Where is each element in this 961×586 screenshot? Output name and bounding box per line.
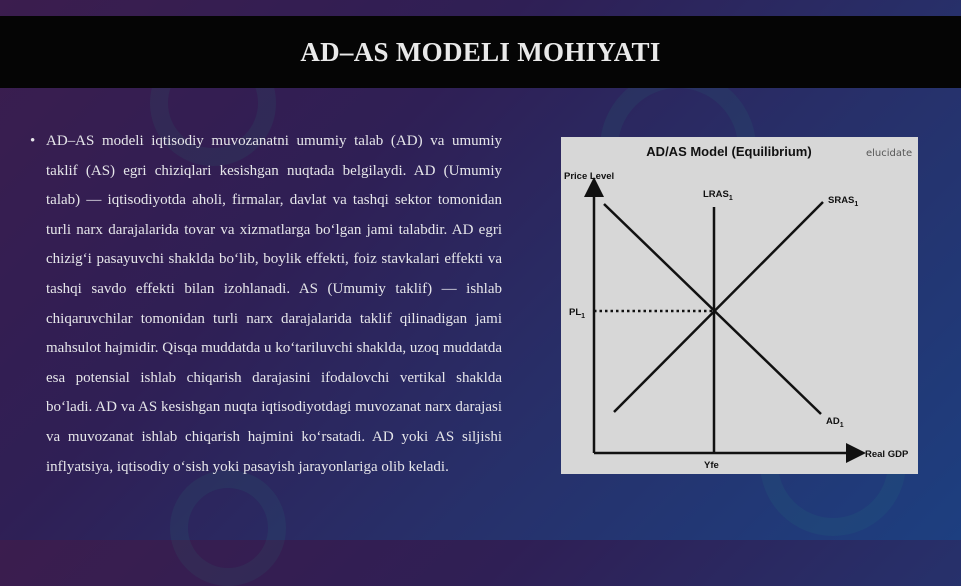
ad-label: $AD_1$ — [826, 416, 844, 429]
title-bar — [0, 16, 961, 88]
slide-title: AD–AS MODELI MOHIYATI — [300, 36, 661, 67]
bullet-paragraph: AD–AS modeli iqtisodiy muvozanatni umumiy talab (AD) va umumiy taklif (AS) egri chiziqlari kesishgan nuqtada belgilaydi. AD (Umumiy talab) — iqtisodiyotda aholi, firmalar, davlat va tashqi sektor tomonidan turli narx darajalarida tovar va xizmatlarga bo‘lgan jami talabdir. AD egri chizig‘i pasayuvchi shaklda bo‘lib, boylik effekti, foiz stavkalari effekti va tashqi savdo effekti bilan izohlanadi. AS (Umumiy taklif) — ishlab chiqaruvchilar tomonidan turli narx darajalarida taklif qilinadigan jami mahsulot hajmidir. Qisqa muddatda u ko‘tariluvchi shaklda, uzoq muddatda esa potensial ishlab chiqarish darajasini ifodalovchi vertikal shaklda bo‘ladi. AD va AS kesishgan nuqta iqtisodiyotdagi muvozanat narx darajasi va muvozanat ishlab chiqarish hajmini ko‘rsatadi. AD yoki AS siljishi inflyatsiya, iqtisodiy o‘sish yoki pasayish jarayonlariga olib keladi. — [46, 133, 502, 475]
x-axis-label: Real GDP — [865, 449, 909, 460]
y-axis-label: Price Level — [564, 171, 615, 182]
diagram-title: AD/AS Model (Equilibrium) — [646, 144, 812, 159]
yfe-label: Yfe — [704, 460, 719, 471]
sras-curve — [614, 202, 823, 412]
brand-logo: elucidate — [866, 148, 913, 159]
bullet-text-block — [30, 127, 502, 482]
bullet-dot-icon: • — [30, 133, 36, 149]
ad-as-diagram — [561, 137, 918, 474]
price-level-label: $PL_1$ — [569, 307, 586, 320]
ad-as-diagram-svg — [561, 137, 918, 474]
watermark-shape — [170, 470, 286, 586]
sras-label: $SRAS_1$ — [828, 195, 859, 208]
lras-label: $LRAS_1$ — [703, 189, 733, 202]
